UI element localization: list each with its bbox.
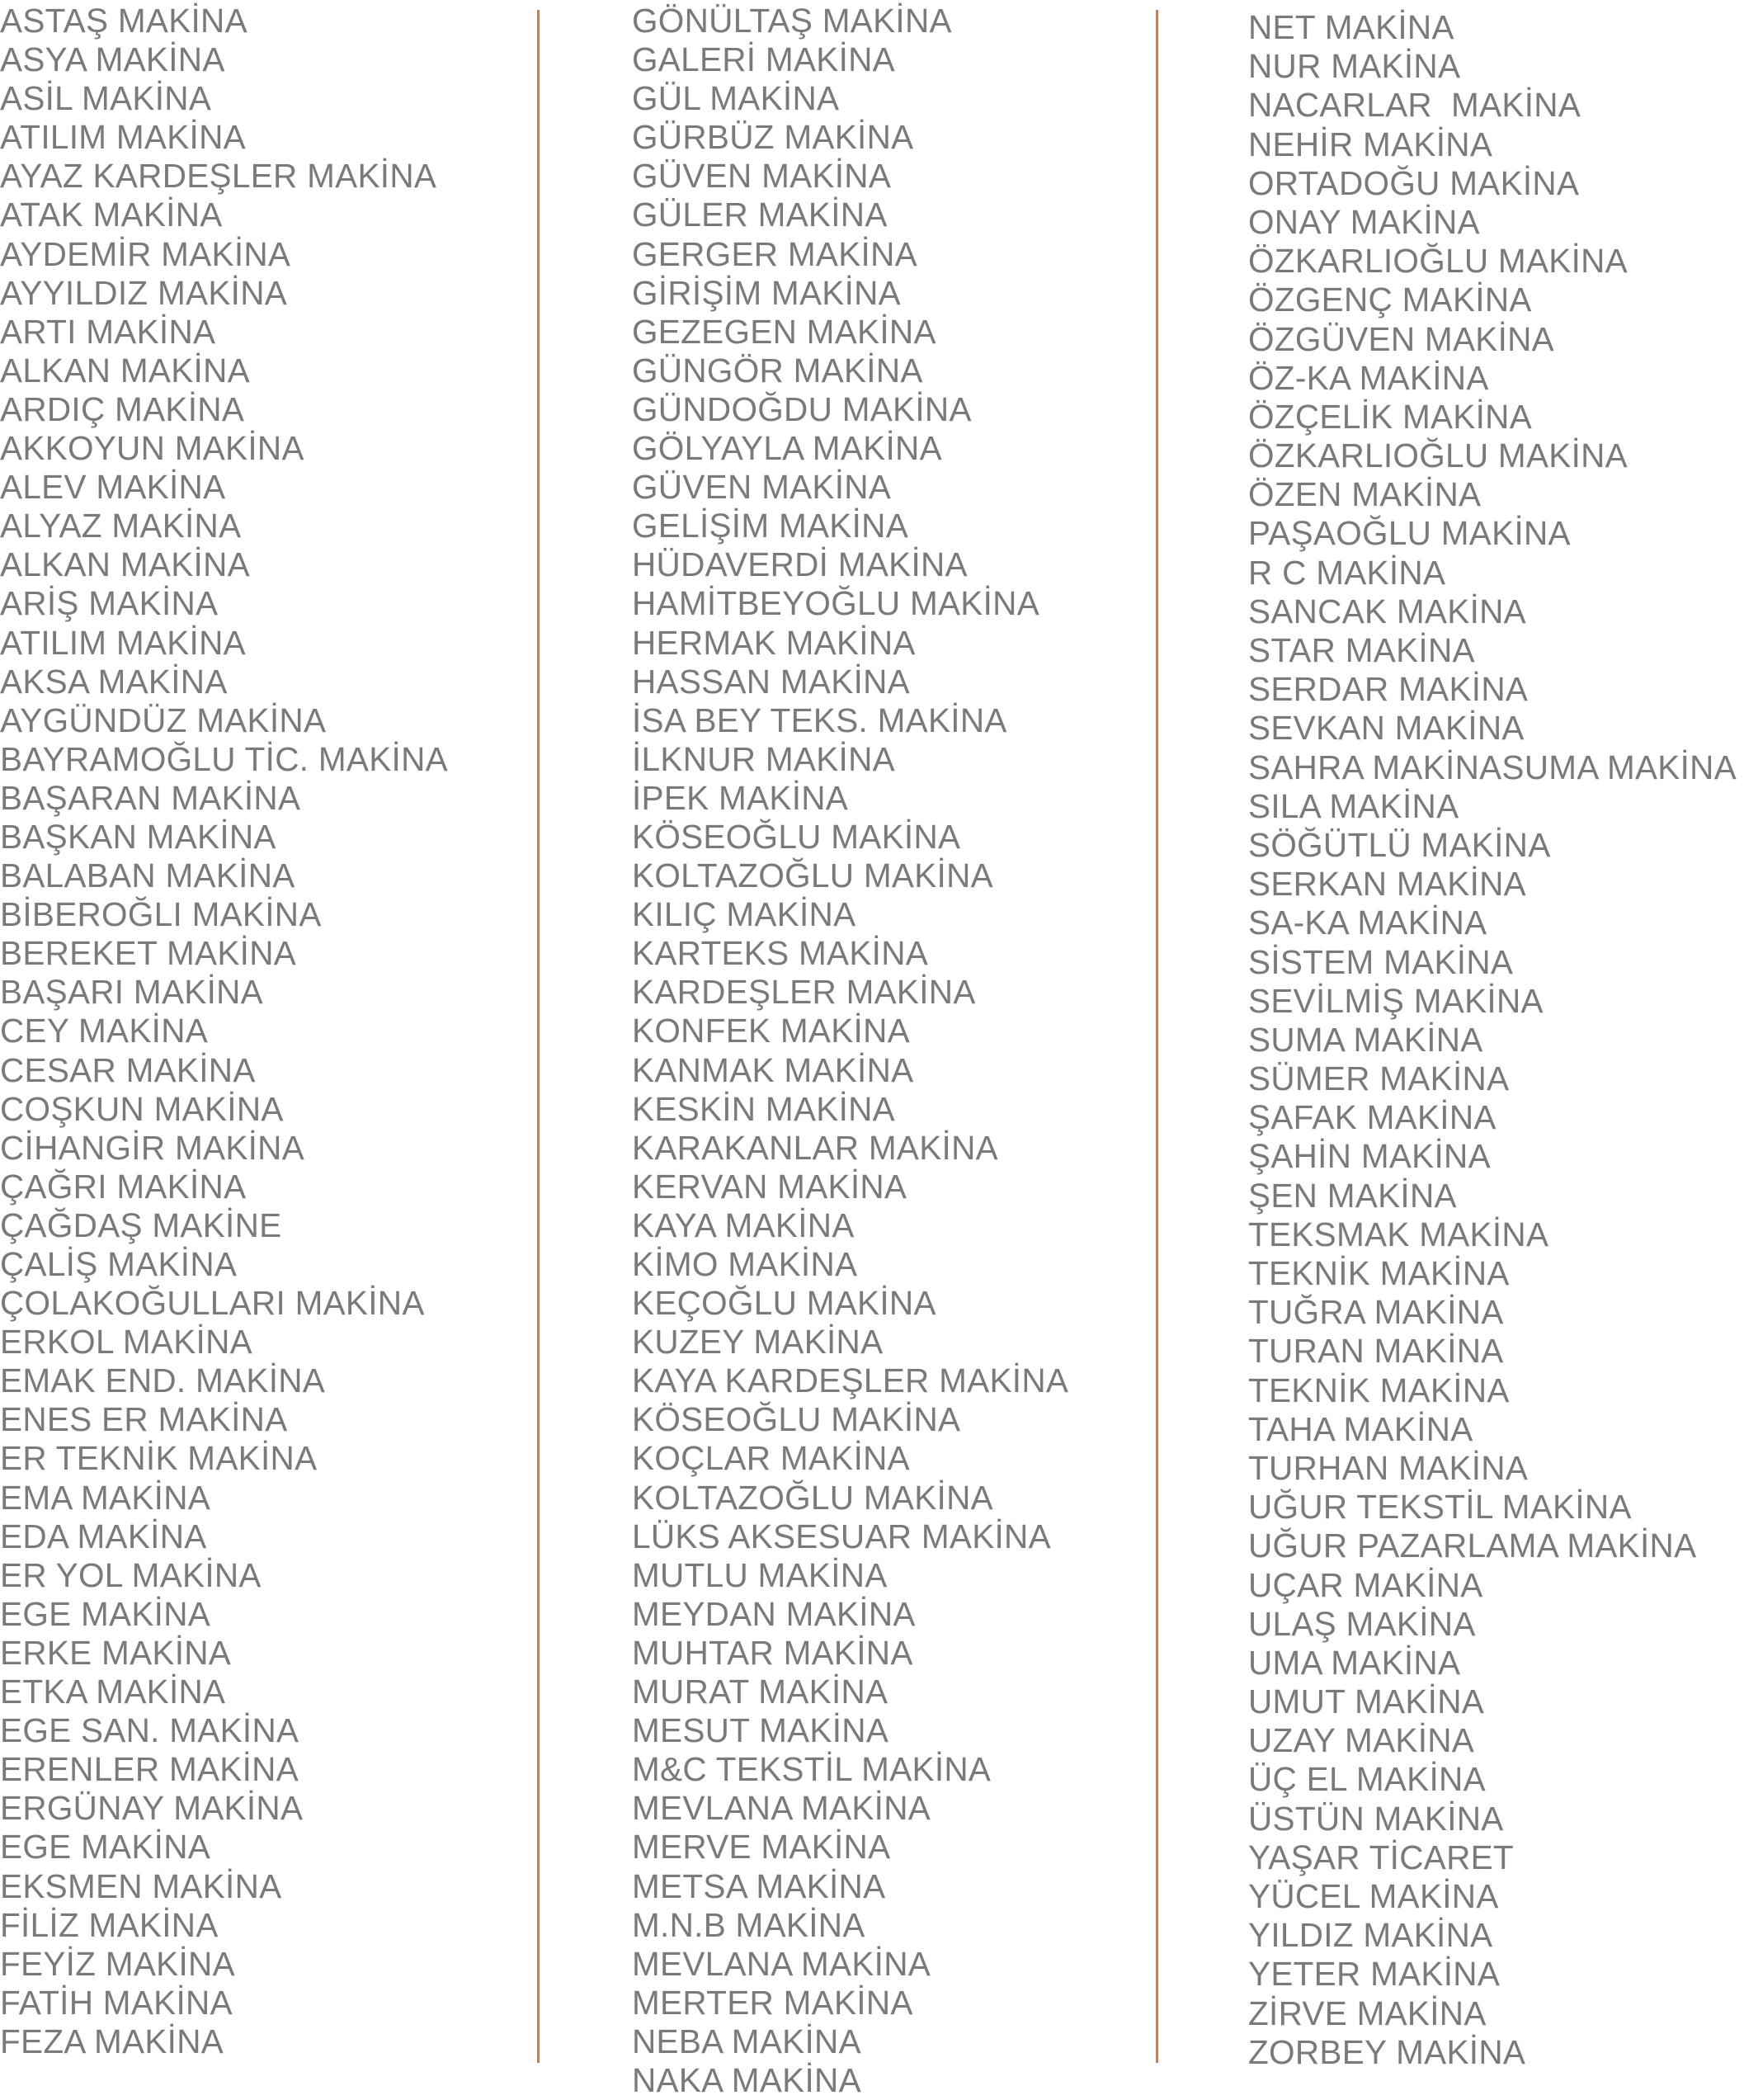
company-name: ÇAĞDAŞ MAKİNE <box>0 1206 282 1244</box>
company-name: YÜCEL MAKİNA <box>1248 1877 1499 1915</box>
company-name: SEVKAN MAKİNA <box>1248 709 1525 748</box>
company-name: KILIÇ MAKİNA <box>632 895 856 934</box>
company-name: ŞAHİN MAKİNA <box>1248 1137 1491 1176</box>
company-name: GÖLYAYLA MAKİNA <box>632 429 942 468</box>
company-name: AKKOYUN MAKİNA <box>0 429 304 468</box>
company-name: LÜKS AKSESUAR MAKİNA <box>632 1517 1051 1555</box>
company-name: UMA MAKİNA <box>1248 1643 1461 1682</box>
company-name: BALABAN MAKİNA <box>0 857 295 895</box>
company-name: KAYA MAKİNA <box>632 1206 855 1244</box>
company-name: COŞKUN MAKİNA <box>0 1089 284 1128</box>
company-name: ÇALİŞ MAKİNA <box>0 1245 238 1283</box>
company-name: EGE MAKİNA <box>0 1594 211 1633</box>
company-name: FEZA MAKİNA <box>0 2022 224 2060</box>
company-name: MESUT MAKİNA <box>632 1711 889 1750</box>
column-divider-2 <box>1156 10 1158 2063</box>
company-name: BAŞARAN MAKİNA <box>0 778 301 817</box>
company-name: UĞUR TEKSTİL MAKİNA <box>1248 1488 1632 1527</box>
company-name: R C MAKİNA <box>1248 553 1446 592</box>
company-name: KARAKANLAR MAKİNA <box>632 1128 998 1167</box>
company-name: TEKNİK MAKİNA <box>1248 1371 1510 1409</box>
company-name: EDA MAKİNA <box>0 1517 207 1555</box>
company-name: İPEK MAKİNA <box>632 778 849 817</box>
company-name: ENES ER MAKİNA <box>0 1400 288 1439</box>
company-name: MEVLANA MAKİNA <box>632 1789 931 1828</box>
company-name: AYGÜNDÜZ MAKİNA <box>0 701 327 739</box>
column-divider-1 <box>537 10 540 2063</box>
company-name: HÜDAVERDİ MAKİNA <box>632 545 968 584</box>
company-name: ORTADOĞU MAKİNA <box>1248 163 1580 202</box>
company-name: GÜRBÜZ MAKİNA <box>632 118 914 157</box>
company-name: ALKAN MAKİNA <box>0 545 250 584</box>
company-name: KUZEY MAKİNA <box>632 1323 884 1361</box>
company-name: EKSMEN MAKİNA <box>0 1866 282 1905</box>
company-name: ÖZGENÇ MAKİNA <box>1248 281 1532 319</box>
company-name: ÖZGÜVEN MAKİNA <box>1248 319 1554 358</box>
company-name: FEYİZ MAKİNA <box>0 1944 235 1983</box>
company-name: GİRİŞİM MAKİNA <box>632 273 901 312</box>
company-name: GÖNÜLTAŞ MAKİNA <box>632 2 952 40</box>
company-name: M.N.B MAKİNA <box>632 1905 865 1944</box>
company-name: KANMAK MAKİNA <box>632 1050 914 1089</box>
company-name: ZİRVE MAKİNA <box>1248 1994 1487 2032</box>
company-name: BAŞKAN MAKİNA <box>0 817 276 856</box>
company-name: HERMAK MAKİNA <box>632 623 916 662</box>
company-name: SA-KA MAKİNA <box>1248 904 1487 942</box>
company-name: MURAT MAKİNA <box>632 1673 888 1711</box>
company-name: SUMA MAKİNA <box>1248 1020 1483 1059</box>
company-name: UĞUR PAZARLAMA MAKİNA <box>1248 1527 1697 1565</box>
company-name: HASSAN MAKİNA <box>632 662 910 701</box>
company-name: EGE SAN. MAKİNA <box>0 1711 299 1750</box>
company-name: ÜÇ EL MAKİNA <box>1248 1760 1486 1799</box>
company-name: GERGER MAKİNA <box>632 234 917 273</box>
company-name: KÖSEOĞLU MAKİNA <box>632 1400 961 1439</box>
company-name: KEÇOĞLU MAKİNA <box>632 1284 936 1323</box>
company-name: BEREKET MAKİNA <box>0 934 297 973</box>
company-name: KOÇLAR MAKİNA <box>632 1439 910 1478</box>
company-name: ÖZEN MAKİNA <box>1248 475 1482 514</box>
company-list-column-3 <box>1248 8 1737 2072</box>
company-name: KERVAN MAKİNA <box>632 1167 907 1206</box>
company-name: CEY MAKİNA <box>0 1012 209 1050</box>
company-name: ÜSTÜN MAKİNA <box>1248 1799 1504 1838</box>
company-name: KARDEŞLER MAKİNA <box>632 973 976 1012</box>
company-name: KARTEKS MAKİNA <box>632 934 929 973</box>
company-name: NEHİR MAKİNA <box>1248 125 1493 163</box>
company-name: GÜNGÖR MAKİNA <box>632 351 923 389</box>
company-name: UMUT MAKİNA <box>1248 1682 1485 1721</box>
company-list-column-2 <box>632 2 1068 2100</box>
company-name: ARDIÇ MAKİNA <box>0 389 245 428</box>
company-name: KAYA KARDEŞLER MAKİNA <box>632 1361 1069 1400</box>
company-name: SÜMER MAKİNA <box>1248 1059 1510 1098</box>
company-name: SEVİLMİŞ MAKİNA <box>1248 981 1544 1020</box>
company-name: ÇAĞRI MAKİNA <box>0 1167 247 1206</box>
company-name: GÜNDOĞDU MAKİNA <box>632 389 972 428</box>
company-name: İLKNUR MAKİNA <box>632 739 895 778</box>
company-name: EMAK END. MAKİNA <box>0 1361 326 1400</box>
company-name: MUTLU MAKİNA <box>632 1555 888 1594</box>
company-name: ALEV MAKİNA <box>0 468 226 507</box>
company-name: NET MAKİNA <box>1248 8 1454 46</box>
company-name: ERKE MAKİNA <box>0 1633 232 1672</box>
company-name: M&C TEKSTİL MAKİNA <box>632 1750 992 1789</box>
company-name: KÖSEOĞLU MAKİNA <box>632 817 961 856</box>
company-name: ER TEKNİK MAKİNA <box>0 1439 318 1478</box>
company-name: ASYA MAKİNA <box>0 40 225 79</box>
company-name: ARTI MAKİNA <box>0 312 216 351</box>
company-list-column-1 <box>0 2 448 2061</box>
company-name: ETKA MAKİNA <box>0 1673 226 1711</box>
company-name: TUĞRA MAKİNA <box>1248 1293 1504 1332</box>
company-name: AYYILDIZ MAKİNA <box>0 273 288 312</box>
company-name: ÖZÇELİK MAKİNA <box>1248 397 1533 436</box>
company-name: UZAY MAKİNA <box>1248 1721 1475 1760</box>
company-name: SANCAK MAKİNA <box>1248 592 1526 630</box>
company-name: FATİH MAKİNA <box>0 1983 233 2022</box>
company-name: ATILIM MAKİNA <box>0 118 246 157</box>
company-name: EGE MAKİNA <box>0 1828 211 1866</box>
company-name: BAŞARI MAKİNA <box>0 973 263 1012</box>
company-name: ŞEN MAKİNA <box>1248 1176 1457 1215</box>
company-name: SAHRA MAKİNASUMA MAKİNA <box>1248 748 1737 786</box>
company-name: AKSA MAKİNA <box>0 662 228 701</box>
company-name: GÜVEN MAKİNA <box>632 468 892 507</box>
company-name: HAMİTBEYOĞLU MAKİNA <box>632 584 1040 623</box>
company-name: BAYRAMOĞLU TİC. MAKİNA <box>0 739 448 778</box>
company-name: ALKAN MAKİNA <box>0 351 250 389</box>
company-name: TAHA MAKİNA <box>1248 1409 1473 1448</box>
company-name: AYAZ KARDEŞLER MAKİNA <box>0 157 437 196</box>
company-name: KOLTAZOĞLU MAKİNA <box>632 1478 993 1517</box>
company-name: ÖZKARLIOĞLU MAKİNA <box>1248 437 1628 475</box>
company-name: ASİL MAKİNA <box>0 79 212 118</box>
company-name: SİSTEM MAKİNA <box>1248 942 1514 981</box>
company-name: ER YOL MAKİNA <box>0 1555 262 1594</box>
company-name: GALERİ MAKİNA <box>632 40 895 79</box>
company-name: CESAR MAKİNA <box>0 1050 256 1089</box>
company-name: YAŞAR TİCARET <box>1248 1838 1514 1876</box>
company-name: NACARLAR MAKİNA <box>1248 86 1581 125</box>
company-name: NUR MAKİNA <box>1248 47 1461 86</box>
company-name: YETER MAKİNA <box>1248 1955 1501 1994</box>
company-name: GELİŞİM MAKİNA <box>632 507 909 545</box>
company-name: NEBA MAKİNA <box>632 2022 861 2060</box>
company-name: ONAY MAKİNA <box>1248 202 1480 241</box>
company-name: KOLTAZOĞLU MAKİNA <box>632 857 993 895</box>
company-name: GÜL MAKİNA <box>632 79 840 118</box>
company-name: MUHTAR MAKİNA <box>632 1633 913 1672</box>
company-name: ALYAZ MAKİNA <box>0 507 242 545</box>
company-name: ATILIM MAKİNA <box>0 623 246 662</box>
company-name: GÜLER MAKİNA <box>632 196 888 234</box>
company-name: ÖZ-KA MAKİNA <box>1248 358 1489 397</box>
company-name: STAR MAKİNA <box>1248 631 1475 669</box>
company-name: GEZEGEN MAKİNA <box>632 312 936 351</box>
company-name: PAŞAOĞLU MAKİNA <box>1248 514 1571 553</box>
company-name: TEKSMAK MAKİNA <box>1248 1215 1549 1253</box>
company-name: İSA BEY TEKS. MAKİNA <box>632 701 1007 739</box>
company-name: AYDEMİR MAKİNA <box>0 234 291 273</box>
company-name: ERENLER MAKİNA <box>0 1750 299 1789</box>
company-name: ERGÜNAY MAKİNA <box>0 1789 304 1828</box>
company-name: ULAŞ MAKİNA <box>1248 1604 1476 1643</box>
company-name: FİLİZ MAKİNA <box>0 1905 219 1944</box>
company-name: YILDIZ MAKİNA <box>1248 1916 1493 1955</box>
company-name: NAKA MAKİNA <box>632 2060 861 2099</box>
company-name: UÇAR MAKİNA <box>1248 1565 1483 1604</box>
company-name: ARİŞ MAKİNA <box>0 584 219 623</box>
company-name: SILA MAKİNA <box>1248 786 1459 825</box>
company-name: SERDAR MAKİNA <box>1248 670 1529 709</box>
company-name: ÖZKARLIOĞLU MAKİNA <box>1248 242 1628 281</box>
company-name: KESKİN MAKİNA <box>632 1089 895 1128</box>
company-name: TURHAN MAKİNA <box>1248 1448 1529 1487</box>
company-name: GÜVEN MAKİNA <box>632 157 892 196</box>
company-name: TEKNİK MAKİNA <box>1248 1254 1510 1292</box>
company-name: EMA MAKİNA <box>0 1478 211 1517</box>
company-name: SÖĞÜTLÜ MAKİNA <box>1248 825 1551 864</box>
company-name: CİHANGİR MAKİNA <box>0 1128 305 1167</box>
company-name: ERKOL MAKİNA <box>0 1323 252 1361</box>
company-name: TURAN MAKİNA <box>1248 1332 1504 1371</box>
company-name: BİBEROĞLI MAKİNA <box>0 895 322 934</box>
company-name: ASTAŞ MAKİNA <box>0 2 247 40</box>
company-name: SERKAN MAKİNA <box>1248 865 1526 904</box>
company-name: METSA MAKİNA <box>632 1866 886 1905</box>
company-name: MEVLANA MAKİNA <box>632 1944 931 1983</box>
company-name: MERVE MAKİNA <box>632 1828 891 1866</box>
company-name: KİMO MAKİNA <box>632 1245 858 1283</box>
company-name: KONFEK MAKİNA <box>632 1012 910 1050</box>
company-name: MERTER MAKİNA <box>632 1983 913 2022</box>
company-name: ÇOLAKOĞULLARI MAKİNA <box>0 1284 425 1323</box>
company-name: ŞAFAK MAKİNA <box>1248 1098 1497 1137</box>
company-name: ZORBEY MAKİNA <box>1248 2032 1526 2071</box>
company-name: MEYDAN MAKİNA <box>632 1594 916 1633</box>
company-name: ATAK MAKİNA <box>0 196 223 234</box>
